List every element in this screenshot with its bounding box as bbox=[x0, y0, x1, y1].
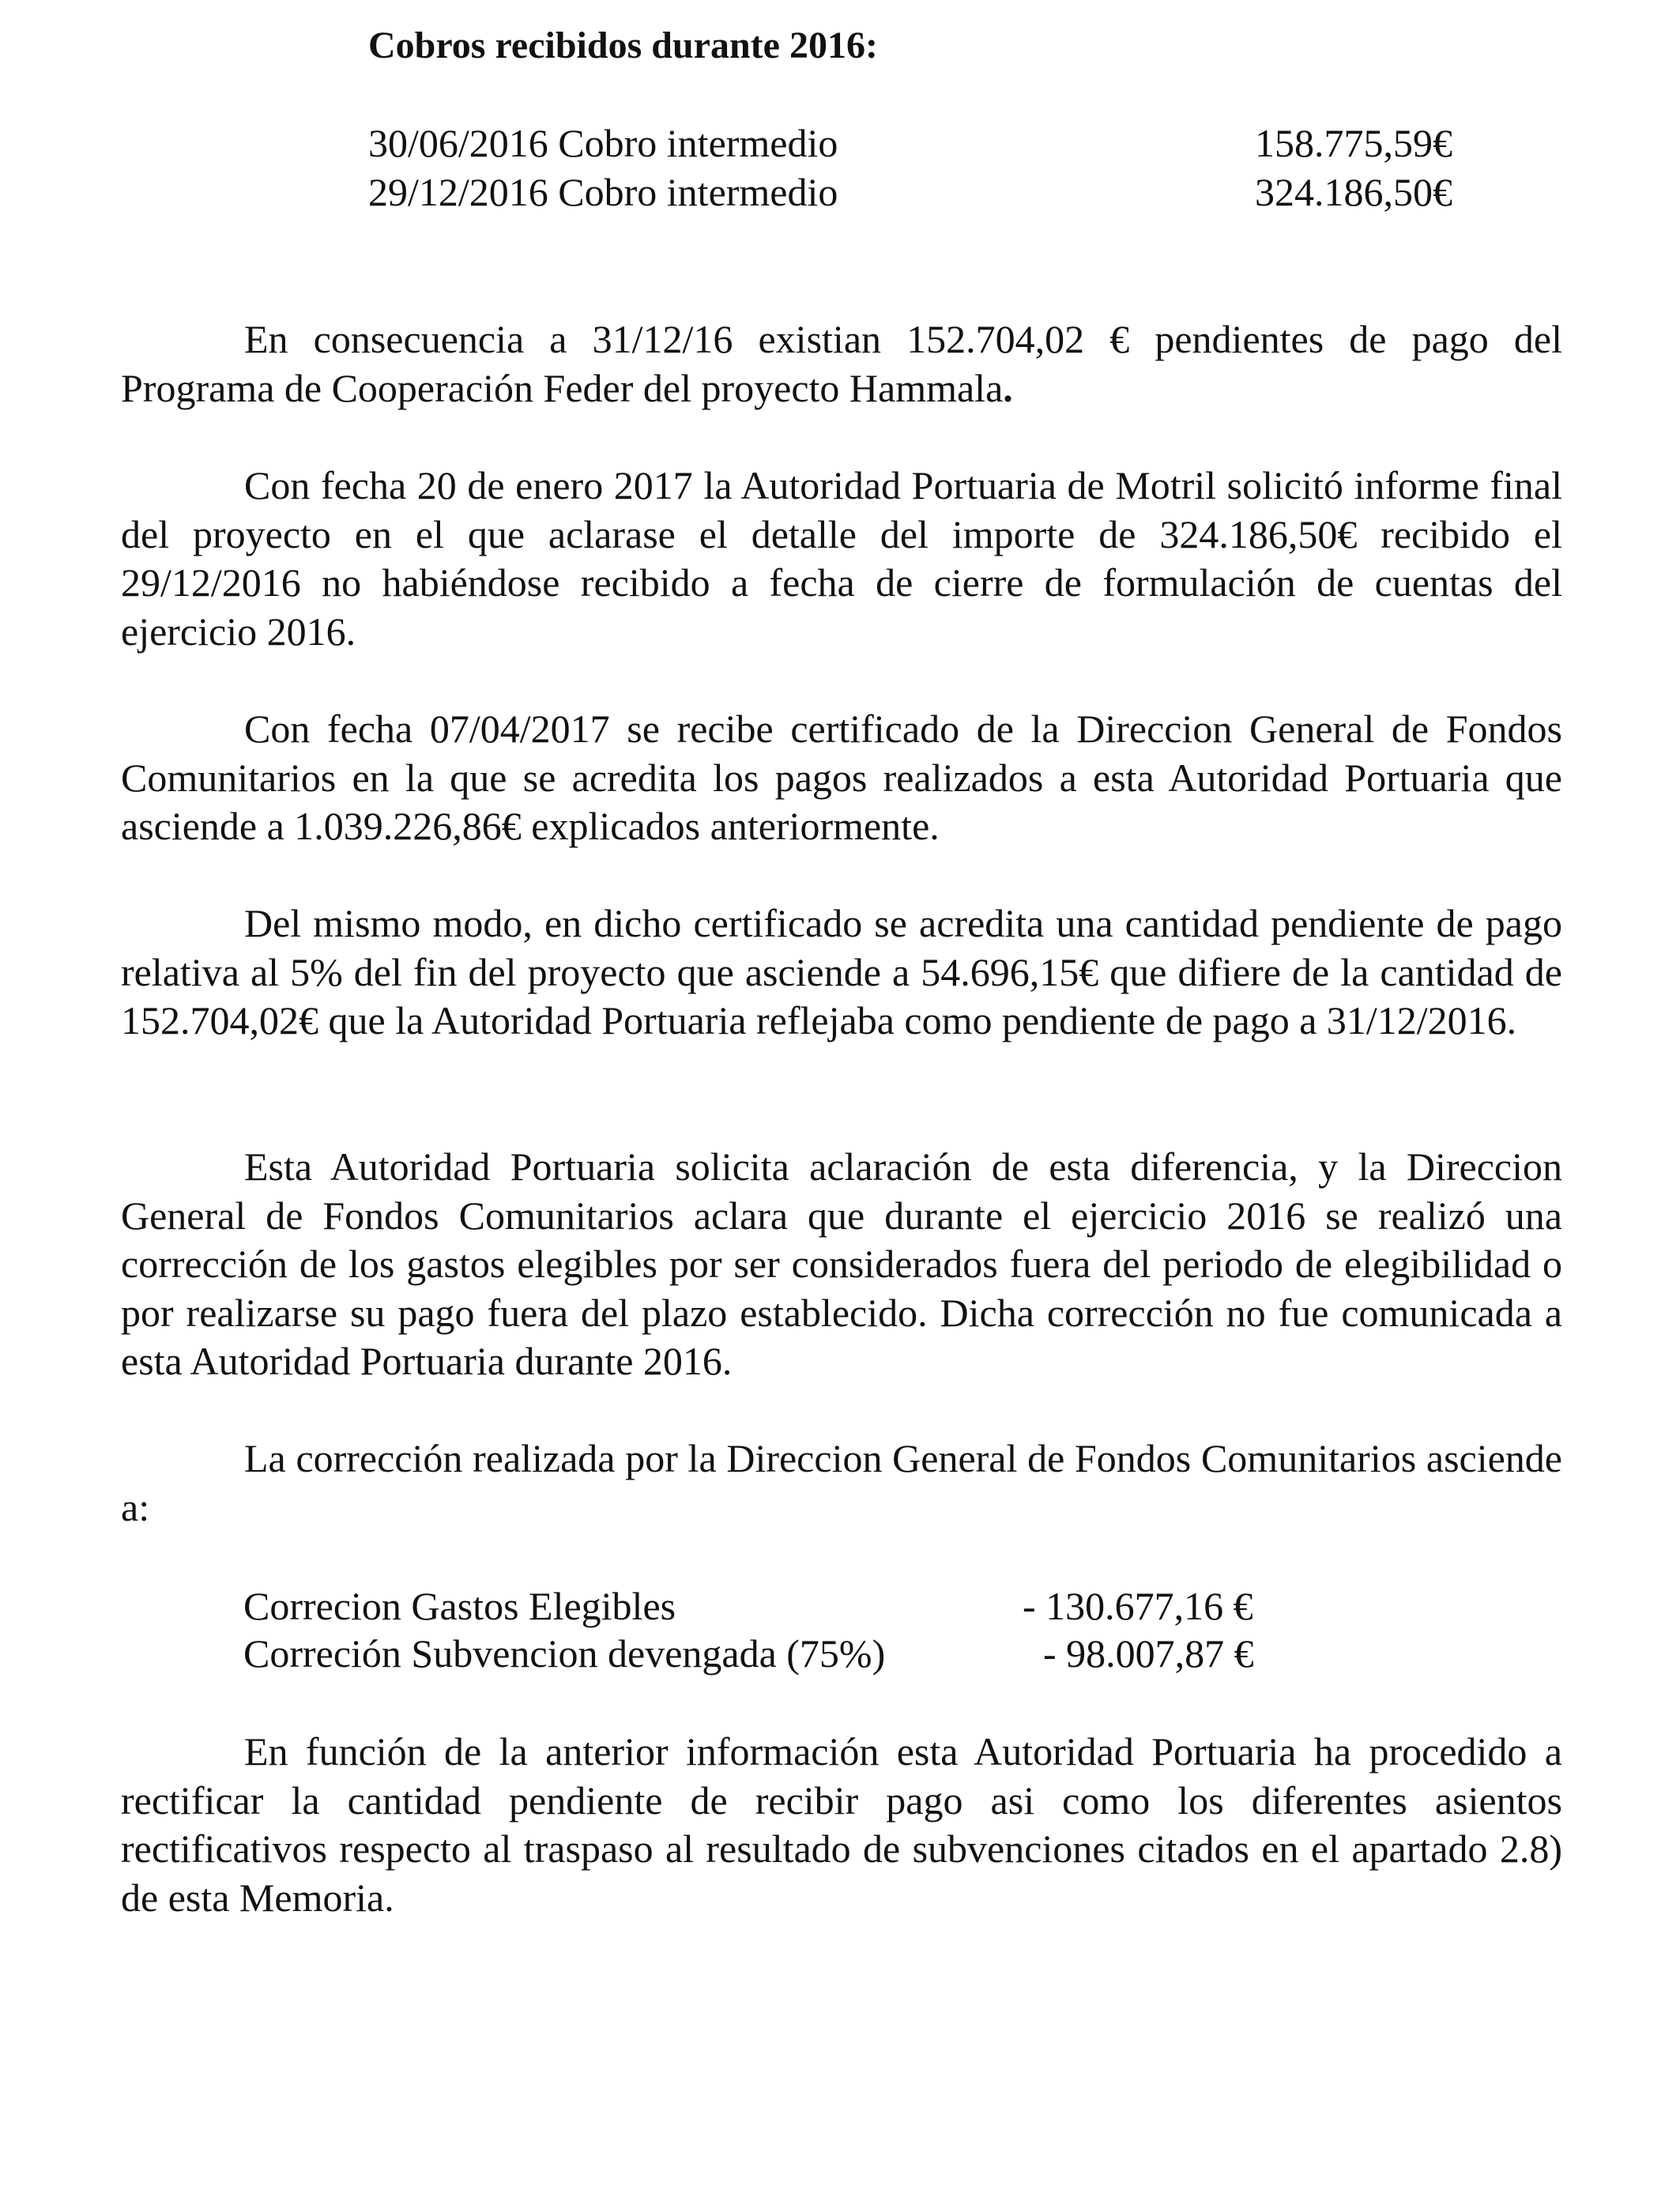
cobro-2-label: 29/12/2016 Cobro intermedio bbox=[368, 170, 838, 214]
paragraph-1-text: En consecuencia a 31/12/16 existian 152.704,02 € pendientes de pago del Programa de Cooperación Feder del proyecto Hammala bbox=[121, 317, 1562, 410]
paragraph-1-end: . bbox=[1003, 365, 1013, 410]
paragraph-5: Esta Autoridad Portuaria solicita aclaración de esta diferencia, y la Direccion General de Fondos Comunitarios aclara que durante el ejercicio 2016 se realizó una corrección de los gastos elegibles por ser considerados fuera del periodo de elegibilidad o por realizarse su pago fuera del plazo establecido. Dicha corrección no fue comunicada a esta Autoridad Portuaria durante 2016. bbox=[121, 1144, 1562, 1383]
correccion-2-amount: - 98.007,87 € bbox=[1043, 1631, 1254, 1676]
paragraph-7: En función de la anterior información esta Autoridad Portuaria ha procedido a rectificar la cantidad pendiente de recibir pago asi como los diferentes asientos rectificativos respecto al traspaso al resultado de subvenciones citados en el apartado 2.8) de esta Memoria. bbox=[121, 1729, 1562, 1920]
correccion-2-label: Correción Subvencion devengada (75%) bbox=[243, 1631, 886, 1676]
cobro-2-amount: 324.186,50€ bbox=[1255, 170, 1452, 214]
cobro-1-label: 30/06/2016 Cobro intermedio bbox=[368, 121, 838, 165]
correccion-1-label: Correcion Gastos Elegibles bbox=[243, 1584, 676, 1628]
section-heading: Cobros recibidos durante 2016: bbox=[368, 25, 878, 66]
paragraph-4: Del mismo modo, en dicho certificado se acredita una cantidad pendiente de pago relativa al 5% del fin del proyecto que asciende a 54.696,15€ que difiere de la cantidad de 152.704,02€ que la Autoridad Portuaria reflejaba como pendiente de pago a 31/12/2016. bbox=[121, 901, 1562, 1042]
paragraph-2: Con fecha 20 de enero 2017 la Autoridad Portuaria de Motril solicitó informe final del proyecto en el que aclarase el detalle del importe de 324.186,50€ recibido el 29/12/2016 no habiéndose recibido a fecha de cierre de formulación de cuentas del ejercicio 2016. bbox=[121, 463, 1562, 654]
paragraph-6: La corrección realizada por la Direccion General de Fondos Comunitarios asciende a: bbox=[121, 1436, 1562, 1529]
correccion-1-amount: - 130.677,16 € bbox=[1023, 1584, 1253, 1628]
cobro-1-amount: 158.775,59€ bbox=[1255, 121, 1452, 165]
paragraph-1 bbox=[121, 315, 1562, 413]
paragraph-3: Con fecha 07/04/2017 se recibe certificado de la Direccion General de Fondos Comunitarios en la que se acredita los pagos realizados a esta Autoridad Portuaria que asciende a 1.039.226,86€ explicados anteriormente. bbox=[121, 707, 1562, 848]
